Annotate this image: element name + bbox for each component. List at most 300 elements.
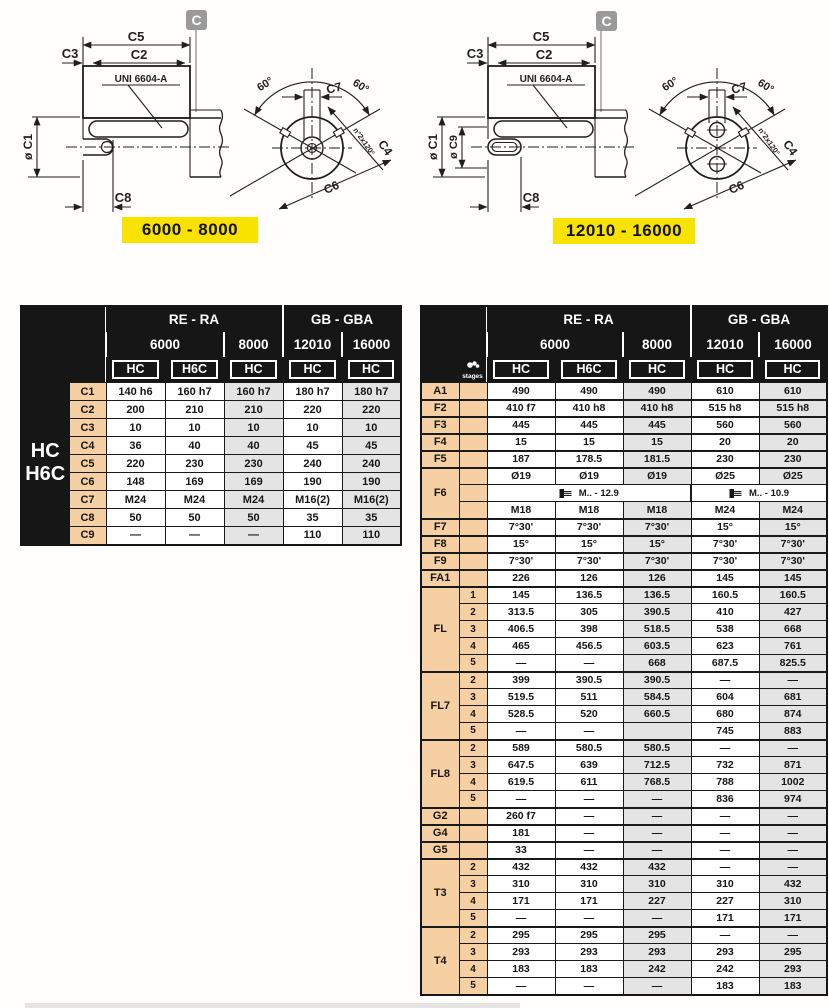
type-header: H6C	[165, 357, 224, 383]
table-row	[421, 876, 827, 893]
table-row	[421, 893, 827, 910]
dim-value-cell: Ø25	[691, 468, 759, 485]
dim-value-cell: —	[691, 672, 759, 689]
dim-c4: C4	[780, 137, 801, 159]
stage-cell: 3	[459, 876, 487, 893]
row-label-f4: F4	[421, 434, 459, 451]
row-label-g2: G2	[421, 808, 459, 825]
table-row	[21, 491, 401, 509]
dim-value-cell: —	[691, 740, 759, 757]
dim-value-cell: 399	[487, 672, 555, 689]
dim-value-cell: —	[487, 723, 555, 740]
dim-value-cell: 427	[759, 604, 827, 621]
dim-value-cell: 10	[283, 419, 342, 437]
dim-value-cell: 580.5	[623, 740, 691, 757]
table-row	[421, 808, 827, 825]
dim-value-cell: 313.5	[487, 604, 555, 621]
dim-value-cell: —	[487, 655, 555, 672]
row-label-c6: C6	[69, 473, 106, 491]
dim-value-cell: —	[623, 842, 691, 859]
table-row	[421, 961, 827, 978]
dim-value-cell: 560	[691, 417, 759, 434]
dim-value-cell: M24	[691, 502, 759, 519]
stage-cell: 4	[459, 961, 487, 978]
table-row	[421, 434, 827, 451]
dim-value-cell: 183	[691, 978, 759, 995]
dim-value-cell: 230	[165, 455, 224, 473]
type-header: HC	[487, 357, 555, 383]
dim-value-cell: 181	[487, 825, 555, 842]
dim-value-cell: 242	[691, 961, 759, 978]
dim-value-cell: 406.5	[487, 621, 555, 638]
row-label-c9: C9	[69, 527, 106, 545]
dim-value-cell: 210	[224, 401, 283, 419]
row-label-f7: F7	[421, 519, 459, 536]
table-row	[21, 437, 401, 455]
dim-value-cell: 518.5	[623, 621, 691, 638]
dim-value-cell: 761	[759, 638, 827, 655]
bolt-icon	[729, 488, 742, 499]
row-label-g5: G5	[421, 842, 459, 859]
stage-cell	[459, 434, 487, 451]
dim-value-cell: 20	[759, 434, 827, 451]
size-header-8000: 8000	[224, 332, 283, 357]
dim-value-cell: 190	[283, 473, 342, 491]
dim-value-cell: 712.5	[623, 757, 691, 774]
row-label-fl: FL	[421, 587, 459, 672]
dim-value-cell: 240	[283, 455, 342, 473]
stage-cell: 4	[459, 893, 487, 910]
dim-value-cell: 528.5	[487, 706, 555, 723]
series-header-re-ra: RE - RA	[106, 306, 283, 332]
dim-value-cell: M18	[555, 502, 623, 519]
dim-value-cell: 227	[691, 893, 759, 910]
dim-value-cell: —	[691, 825, 759, 842]
dim-value-cell: 183	[487, 961, 555, 978]
dim-value-cell: 398	[555, 621, 623, 638]
dim-value-cell: 660.5	[623, 706, 691, 723]
dim-value-cell: 10	[165, 419, 224, 437]
dim-value-cell: Ø19	[487, 468, 555, 485]
dim-value-cell: —	[623, 910, 691, 927]
dim-value-cell: 35	[342, 509, 401, 527]
stage-cell	[459, 400, 487, 417]
table-row	[421, 400, 827, 417]
uni-standard-label: UNI 6604-A	[519, 74, 573, 85]
dim-value-cell: —	[555, 825, 623, 842]
dim-value-cell: 515 h8	[759, 400, 827, 417]
dim-value-cell: 519.5	[487, 689, 555, 706]
dim-value-cell: —	[691, 842, 759, 859]
row-label-f3: F3	[421, 417, 459, 434]
dim-value-cell: 445	[555, 417, 623, 434]
stage-cell	[459, 502, 487, 519]
dim-value-cell: Ø19	[623, 468, 691, 485]
dim-n2x120: n°2x120°	[351, 126, 377, 158]
dim-value-cell: 169	[165, 473, 224, 491]
row-label-c3: C3	[69, 419, 106, 437]
dim-c5: C5	[532, 29, 550, 44]
dim-value-cell: 140 h6	[106, 383, 165, 401]
type-header: HC	[342, 357, 401, 383]
section-tag-c: C	[596, 11, 617, 31]
row-label-c1: C1	[69, 383, 106, 401]
dim-value-cell: —	[555, 655, 623, 672]
dim-value-cell: 178.5	[555, 451, 623, 468]
dim-value-cell: 668	[623, 655, 691, 672]
stage-cell	[459, 519, 487, 536]
row-label-c2: C2	[69, 401, 106, 419]
row-label-c8: C8	[69, 509, 106, 527]
table-row	[421, 451, 827, 468]
dim-value-cell: 171	[555, 893, 623, 910]
size-header-6000: 6000	[106, 332, 224, 357]
dim-value-cell: 7°30'	[555, 519, 623, 536]
table-row	[421, 655, 827, 672]
dim-value-cell: —	[224, 527, 283, 545]
dim-value-cell: 432	[487, 859, 555, 876]
dim-value-cell: 36	[106, 437, 165, 455]
stage-cell: 2	[459, 740, 487, 757]
table-row	[21, 419, 401, 437]
dim-value-cell: 40	[224, 437, 283, 455]
stage-cell: 3	[459, 944, 487, 961]
series-header-gb-gba: GB - GBA	[691, 306, 827, 332]
dim-value-cell: 295	[555, 927, 623, 944]
dim-value-cell: 148	[106, 473, 165, 491]
table-row	[421, 927, 827, 944]
dim-value-cell: 410 h8	[555, 400, 623, 417]
row-label-a1: A1	[421, 383, 459, 400]
dim-value-cell: 10	[224, 419, 283, 437]
dim-value-cell: 647.5	[487, 757, 555, 774]
dim-value-cell: 230	[691, 451, 759, 468]
dim-value-cell: 584.5	[623, 689, 691, 706]
dim-value-cell: 230	[759, 451, 827, 468]
dim-value-cell: 604	[691, 689, 759, 706]
row-label-c7: C7	[69, 491, 106, 509]
dim-value-cell: 490	[555, 383, 623, 400]
dim-value-cell: 456.5	[555, 638, 623, 655]
stages-column-header	[459, 306, 487, 383]
stage-cell: 4	[459, 774, 487, 791]
table-row	[421, 604, 827, 621]
dim-c8: C8	[522, 190, 540, 205]
dim-c9: ø C9	[448, 135, 460, 159]
dim-value-cell: 126	[623, 570, 691, 587]
uni-standard-label: UNI 6604-A	[114, 74, 168, 85]
table-row	[421, 587, 827, 604]
dim-value-cell: —	[487, 978, 555, 995]
dim-value-cell: 220	[106, 455, 165, 473]
dim-value-cell: 145	[691, 570, 759, 587]
type-header: HC	[691, 357, 759, 383]
dim-value-cell: 160.5	[691, 587, 759, 604]
row-label-f8: F8	[421, 536, 459, 553]
dim-value-cell: —	[555, 791, 623, 808]
table-row	[421, 553, 827, 570]
stage-cell: 5	[459, 978, 487, 995]
dim-value-cell: 15°	[759, 519, 827, 536]
dim-value-cell: 110	[283, 527, 342, 545]
table-row	[421, 791, 827, 808]
dim-value-cell: 560	[759, 417, 827, 434]
dim-value-cell: 15	[487, 434, 555, 451]
table-row	[421, 417, 827, 434]
dim-value-cell: M18	[487, 502, 555, 519]
dim-value-cell: 874	[759, 706, 827, 723]
dim-value-cell: 260 f7	[487, 808, 555, 825]
dim-c7: C7	[324, 79, 344, 97]
stage-cell	[459, 825, 487, 842]
dim-value-cell: 160.5	[759, 587, 827, 604]
dim-value-cell: 7°30'	[623, 519, 691, 536]
table-row	[421, 689, 827, 706]
side-label-line: H6C	[25, 463, 66, 486]
dim-value-cell: —	[759, 672, 827, 689]
dim-value-cell: 293	[623, 944, 691, 961]
dim-c4: C4	[375, 137, 396, 159]
dim-value-cell: 538	[691, 621, 759, 638]
angle-60-left: 60°	[660, 74, 681, 95]
dim-value-cell: 465	[487, 638, 555, 655]
table-row	[421, 383, 827, 400]
size-range-caption: 6000 - 8000	[122, 217, 258, 243]
dim-value-cell: 180 h7	[342, 383, 401, 401]
dim-value-cell: 45	[283, 437, 342, 455]
table-row	[421, 536, 827, 553]
left-table-corner	[21, 306, 106, 383]
dim-value-cell: 295	[487, 927, 555, 944]
dim-value-cell: 432	[555, 859, 623, 876]
right-table-corner	[421, 306, 459, 383]
type-header: HC	[623, 357, 691, 383]
dim-value-cell: —	[165, 527, 224, 545]
dim-value-cell: 181.5	[623, 451, 691, 468]
dim-value-cell: 200	[106, 401, 165, 419]
dim-value-cell: 50	[106, 509, 165, 527]
dim-value-cell: 445	[623, 417, 691, 434]
dim-value-cell: 310	[555, 876, 623, 893]
dim-value-cell: 883	[759, 723, 827, 740]
dim-value-cell: 169	[224, 473, 283, 491]
drawing-12010-16000	[415, 0, 820, 258]
stage-cell: 2	[459, 927, 487, 944]
dim-value-cell: —	[487, 791, 555, 808]
stage-cell	[459, 842, 487, 859]
row-label-fa1: FA1	[421, 570, 459, 587]
hc-f-dimensions-table	[420, 305, 828, 996]
stage-cell: 5	[459, 791, 487, 808]
dim-c8: C8	[114, 190, 132, 205]
row-label-f9: F9	[421, 553, 459, 570]
dim-value-cell: 490	[623, 383, 691, 400]
table-row	[421, 638, 827, 655]
table-row	[21, 473, 401, 491]
dim-value-cell: 668	[759, 621, 827, 638]
dim-value-cell: 687.5	[691, 655, 759, 672]
stage-cell	[459, 451, 487, 468]
dim-value-cell: —	[759, 825, 827, 842]
table-row	[421, 910, 827, 927]
stage-cell: 2	[459, 672, 487, 689]
dim-value-cell: 20	[691, 434, 759, 451]
dim-value-cell: 310	[487, 876, 555, 893]
stage-cell	[459, 383, 487, 400]
dim-c3: C3	[61, 46, 79, 61]
size-header-12010: 12010	[691, 332, 759, 357]
stage-cell	[459, 417, 487, 434]
dim-value-cell: —	[691, 808, 759, 825]
type-header: HC	[224, 357, 283, 383]
dim-value-cell: 15°	[623, 536, 691, 553]
dim-value-cell: 445	[487, 417, 555, 434]
size-header-16000: 16000	[759, 332, 827, 357]
stage-cell: 3	[459, 757, 487, 774]
dim-value-cell: 580.5	[555, 740, 623, 757]
dim-value-cell: 974	[759, 791, 827, 808]
dim-value-cell: 7°30'	[555, 553, 623, 570]
dim-value-cell: 220	[283, 401, 342, 419]
dim-value-cell: 15°	[487, 536, 555, 553]
drawing-6000-8000	[10, 0, 415, 258]
dim-value-cell: 515 h8	[691, 400, 759, 417]
dim-value-cell: 619.5	[487, 774, 555, 791]
size-header-8000: 8000	[623, 332, 691, 357]
dim-value-cell: 15	[623, 434, 691, 451]
row-label-f2: F2	[421, 400, 459, 417]
dim-value-cell: 35	[283, 509, 342, 527]
dim-value-cell: —	[759, 808, 827, 825]
dim-value-cell: 825.5	[759, 655, 827, 672]
bolt-class-text: M.. - 10.9	[748, 487, 790, 499]
dim-value-cell: 310	[623, 876, 691, 893]
row-label-c5: C5	[69, 455, 106, 473]
dim-value-cell: —	[623, 825, 691, 842]
dim-value-cell: —	[759, 859, 827, 876]
table-row	[21, 455, 401, 473]
dim-value-cell: 732	[691, 757, 759, 774]
gear-stages-icon	[459, 358, 486, 373]
dim-value-cell: 745	[691, 723, 759, 740]
dim-value-cell: 10	[342, 419, 401, 437]
dim-value-cell: 511	[555, 689, 623, 706]
dim-value-cell: 240	[342, 455, 401, 473]
dim-value-cell: 126	[555, 570, 623, 587]
dim-value-cell: 293	[487, 944, 555, 961]
dim-value-cell: 15	[555, 434, 623, 451]
dim-value-cell: 7°30'	[487, 519, 555, 536]
table-row	[421, 502, 827, 519]
dim-value-cell: 410 f7	[487, 400, 555, 417]
row-label-fl7: FL7	[421, 672, 459, 740]
angle-60-left: 60°	[255, 74, 276, 95]
dim-value-cell: 15°	[691, 519, 759, 536]
dim-value-cell: Ø19	[555, 468, 623, 485]
dim-value-cell: 226	[487, 570, 555, 587]
table-row	[421, 672, 827, 689]
table-row	[421, 485, 827, 502]
type-header: H6C	[555, 357, 623, 383]
left-table-side-label	[21, 383, 69, 545]
dim-value-cell: 836	[691, 791, 759, 808]
angle-60-right: 60°	[755, 76, 776, 97]
table-row	[421, 621, 827, 638]
dim-value-cell: 410	[691, 604, 759, 621]
dim-value-cell: 40	[165, 437, 224, 455]
dim-value-cell: 432	[759, 876, 827, 893]
dim-value-cell: 171	[487, 893, 555, 910]
dim-value-cell: 520	[555, 706, 623, 723]
bolt-class-text: M.. - 12.9	[578, 487, 619, 499]
dim-value-cell: 187	[487, 451, 555, 468]
stage-cell	[459, 536, 487, 553]
size-range-caption: 12010 - 16000	[553, 218, 695, 244]
bolt-icon	[559, 488, 572, 499]
stages-label: stages	[462, 373, 483, 380]
dim-value-cell: 610	[691, 383, 759, 400]
stage-cell	[459, 485, 487, 502]
dim-value-cell: 7°30'	[759, 553, 827, 570]
dim-value-cell: 390.5	[623, 604, 691, 621]
row-label-t3: T3	[421, 859, 459, 927]
table-row	[421, 859, 827, 876]
side-label-line: HC	[30, 440, 60, 463]
dim-value-cell: 110	[342, 527, 401, 545]
table-row	[421, 825, 827, 842]
dim-value-cell: M16(2)	[283, 491, 342, 509]
table-row	[421, 519, 827, 536]
dim-value-cell: 183	[555, 961, 623, 978]
row-label-f6: F6	[421, 468, 459, 519]
stage-cell: 3	[459, 621, 487, 638]
table-row	[21, 509, 401, 527]
table-row	[21, 383, 401, 401]
dim-value-cell: 310	[759, 893, 827, 910]
type-header: HC	[283, 357, 342, 383]
dim-value-cell: 145	[759, 570, 827, 587]
table-row	[421, 723, 827, 740]
row-label-t4: T4	[421, 927, 459, 995]
table-row	[421, 706, 827, 723]
dim-value-cell: 33	[487, 842, 555, 859]
type-header: HC	[106, 357, 165, 383]
dim-value-cell: 589	[487, 740, 555, 757]
stage-cell	[459, 570, 487, 587]
table-row	[21, 527, 401, 545]
size-header-6000: 6000	[487, 332, 623, 357]
bolt-class-cell	[487, 485, 691, 502]
series-header-gb-gba: GB - GBA	[283, 306, 401, 332]
dim-value-cell: M24	[165, 491, 224, 509]
table-row	[421, 978, 827, 995]
dim-c1: ø C1	[426, 133, 440, 161]
stage-cell: 5	[459, 655, 487, 672]
dim-value-cell: 295	[623, 927, 691, 944]
dim-value-cell: 639	[555, 757, 623, 774]
dim-value-cell: 610	[759, 383, 827, 400]
dim-value-cell: 50	[165, 509, 224, 527]
dim-value-cell: 623	[691, 638, 759, 655]
dim-value-cell: —	[759, 740, 827, 757]
dim-value-cell: 432	[623, 859, 691, 876]
dim-value-cell: —	[555, 910, 623, 927]
section-tag-c: C	[186, 10, 207, 30]
page-cut-artifact	[25, 1003, 520, 1008]
table-row	[421, 774, 827, 791]
stage-cell: 4	[459, 706, 487, 723]
stage-cell: 5	[459, 910, 487, 927]
